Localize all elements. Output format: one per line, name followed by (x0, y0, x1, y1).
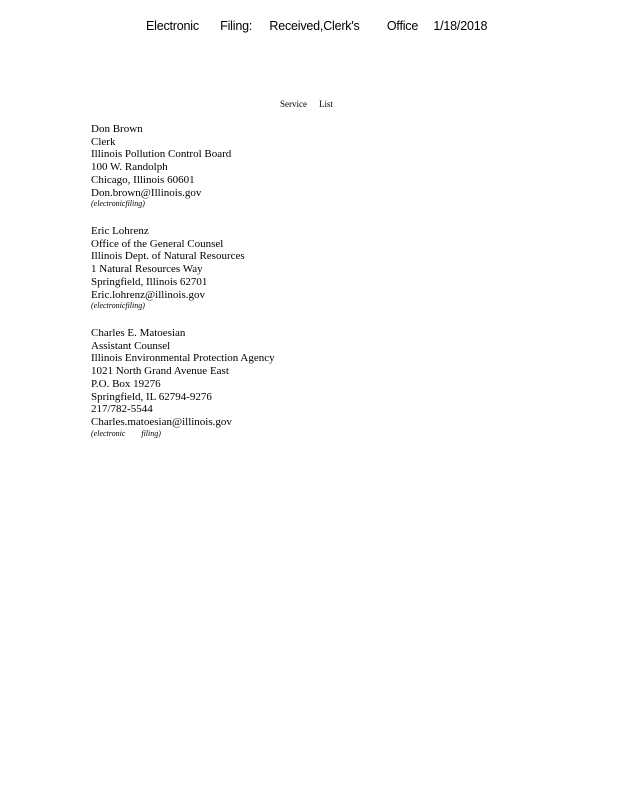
contact-city: Springfield, Illinois 62701 (91, 275, 208, 288)
contact-block-don-brown (91, 123, 231, 209)
contact-title: Clerk (91, 135, 116, 148)
contact-delivery-note: (electronicfiling) (91, 301, 145, 311)
title-service: Service (280, 99, 307, 109)
title-list: List (319, 99, 334, 109)
note-part-1: (electronic (91, 428, 126, 438)
header-date: 1/18/2018 (433, 19, 488, 33)
contact-name: Charles E. Matoesian (91, 327, 186, 339)
contact-street: 1021 North Grand Avenue East (91, 365, 229, 378)
contact-delivery-note: (electronicfiling) (91, 199, 145, 209)
header-received: Received,Clerk's (269, 19, 360, 33)
contact-street: 1 Natural Resources Way (91, 263, 203, 276)
service-list-title (280, 99, 333, 109)
contact-organization: Illinois Pollution Control Board (91, 148, 232, 161)
contact-block-charles-matoesian (91, 327, 275, 439)
contact-city: Springfield, IL 62794-9276 (91, 390, 212, 403)
note-part-2: filing) (141, 428, 161, 438)
header-office: Office (386, 19, 419, 33)
header-filing: Filing: (220, 19, 253, 33)
contact-name: Eric Lohrenz (91, 225, 149, 237)
electronic-filing-header (146, 19, 487, 33)
contact-email: Charles.matoesian@illinois.gov (91, 415, 232, 428)
contact-name: Don Brown (91, 123, 143, 135)
contact-title: Office of the General Counsel (91, 237, 224, 250)
header-electronic: Electronic (146, 19, 199, 33)
contact-po-box: P.O. Box 19276 (91, 377, 161, 390)
contact-email: Don.brown@Illinois.gov (91, 186, 202, 199)
contact-email: Eric.lohrenz@illinois.gov (91, 288, 205, 301)
contact-phone: 217/782-5544 (91, 403, 153, 416)
contact-title: Assistant Counsel (91, 339, 171, 352)
contact-street: 100 W. Randolph (91, 161, 168, 174)
contact-block-eric-lohrenz (91, 225, 245, 311)
contact-organization: Illinois Environmental Protection Agency (91, 352, 275, 365)
contact-city: Chicago, Illinois 60601 (91, 173, 195, 186)
contact-organization: Illinois Dept. of Natural Resources (91, 250, 245, 263)
contact-delivery-note (91, 429, 275, 439)
